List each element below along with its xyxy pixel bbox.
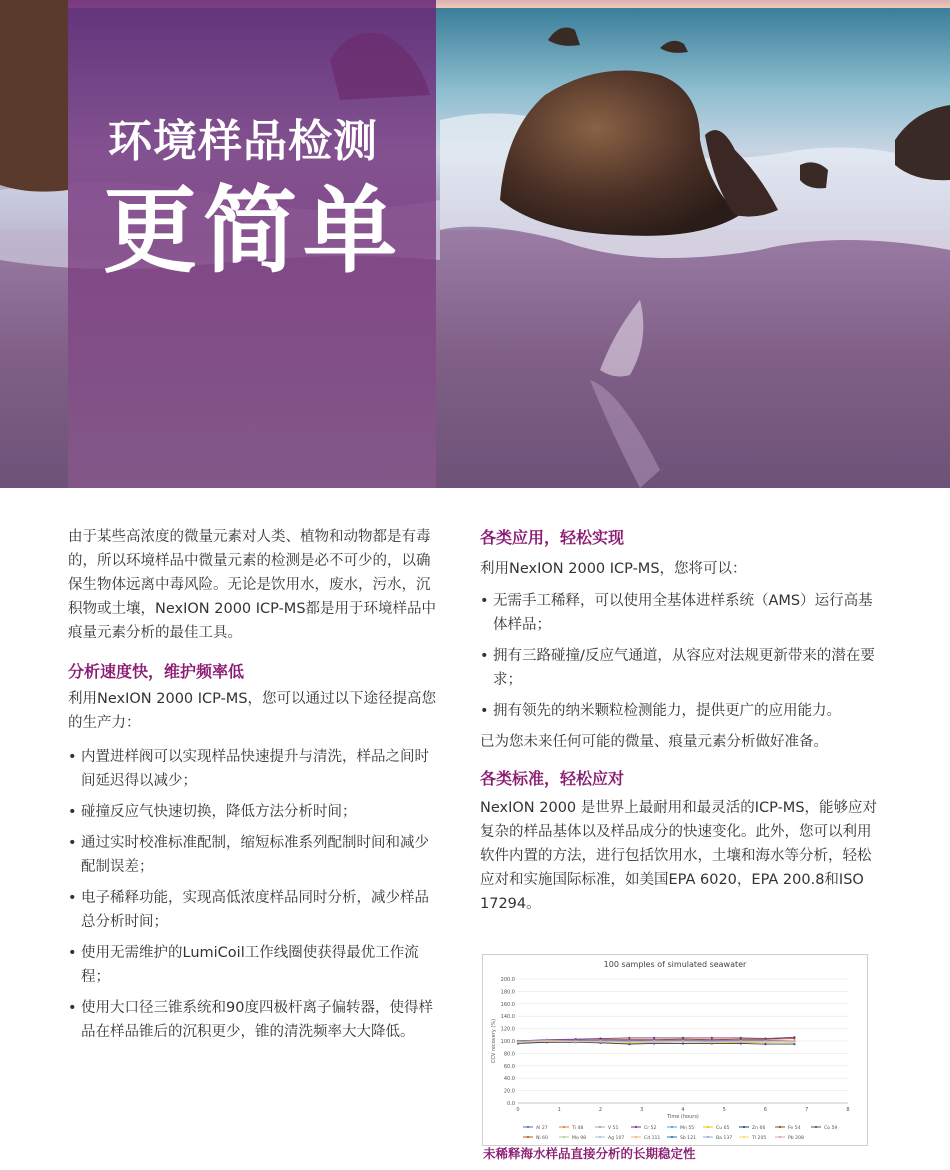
legend-label: Mo 98	[572, 1135, 587, 1141]
bullet-dot: •	[68, 890, 77, 906]
y-tick-label: 0.0	[507, 1101, 515, 1107]
speed-lead: 利用NexION 2000 ICP-MS，您可以通过以下途径提高您的生产力：	[68, 691, 437, 731]
legend-marker	[563, 1136, 565, 1138]
legend-label: Tl 205	[752, 1135, 767, 1141]
legend-label: Zn 66	[752, 1125, 766, 1131]
x-tick-label: 0	[516, 1107, 520, 1113]
data-point	[653, 1040, 655, 1042]
legend-label: Fe 54	[788, 1125, 801, 1131]
closing-sentence: 已为您未来任何可能的微量、痕量元素分析做好准备。	[480, 734, 828, 750]
left-column	[68, 525, 442, 1044]
list-item-text: 内置进样阀可以实现样品快速提升与清洗，样品之间时间延迟得以减少；	[81, 749, 429, 789]
legend-marker	[671, 1126, 673, 1128]
standards-paragraph: NexION 2000 是世界上最耐用和最灵活的ICP-MS，能够应对复杂的样品基体以及样品成分的快速变化。此外，您可以利用软件内置的方法，进行包括饮用水，土壤和海水等分析，轻松应对和实施国际标准，如美国EPA 6020，EPA 200.8和ISO 17294。	[480, 800, 878, 912]
bullet-dot: •	[68, 749, 77, 765]
legend-marker	[563, 1126, 565, 1128]
list-item	[68, 831, 442, 879]
legend-label: Pb 208	[788, 1135, 804, 1141]
hero-title-line2: 更简单	[103, 177, 404, 286]
legend-label: Ag 107	[608, 1135, 625, 1141]
applications-lead: 利用NexION 2000 ICP-MS，您将可以：	[480, 561, 747, 577]
data-point	[599, 1040, 601, 1042]
chart-title: 100 samples of simulated seawater	[603, 960, 747, 969]
legend-label: Mn 55	[680, 1125, 695, 1131]
list-item-text: 使用大口径三锥系统和90度四极杆离子偏转器，使得样品在样品锥后的沉积更少，锥的清洗频率大大降低。	[81, 1000, 433, 1040]
legend-marker	[743, 1136, 745, 1138]
data-point	[682, 1040, 684, 1042]
x-tick-label: 6	[763, 1107, 768, 1113]
list-item	[68, 745, 442, 793]
list-item-text: 无需手工稀释，可以使用全基体进样系统（AMS）运行高基体样品；	[493, 593, 873, 633]
legend-marker	[671, 1136, 673, 1138]
legend-label: Ba 137	[716, 1135, 733, 1141]
x-tick-label: 1	[557, 1107, 561, 1113]
y-tick-label: 20.0	[503, 1088, 515, 1095]
list-item-text: 拥有领先的纳米颗粒检测能力，提供更广的应用能力。	[493, 703, 841, 719]
list-item	[68, 800, 442, 824]
x-axis-label: Time (hours)	[667, 1114, 699, 1120]
list-item	[480, 699, 882, 723]
bullet-dot: •	[68, 1000, 77, 1016]
y-tick-label: 60.0	[503, 1063, 515, 1070]
data-point	[793, 1037, 795, 1039]
y-tick-label: 120.0	[500, 1026, 515, 1033]
data-point	[793, 1040, 795, 1042]
list-item-text: 拥有三路碰撞/反应气通道，从容应对法规更新带来的潜在要求；	[493, 648, 875, 688]
data-point	[575, 1040, 577, 1042]
data-point	[764, 1043, 766, 1045]
legend-label: Co 59	[824, 1125, 838, 1131]
legend-label: Ti 48	[572, 1125, 584, 1131]
legend-label: Cr 52	[644, 1125, 657, 1131]
stability-chart	[482, 954, 868, 1146]
legend-marker	[707, 1126, 709, 1128]
list-item	[68, 941, 442, 989]
legend-marker	[635, 1136, 637, 1138]
heading-standards: 各类标准，轻松应对	[480, 769, 625, 788]
bullet-dot: •	[68, 835, 77, 851]
legend-marker	[743, 1126, 745, 1128]
legend-marker	[635, 1126, 637, 1128]
list-item	[68, 996, 442, 1044]
list-item-text: 通过实时校准标准配制，缩短标准系列配制时间和减少配制误差；	[81, 835, 429, 875]
legend-label: Cd 111	[644, 1135, 661, 1141]
legend-label: Sb 121	[680, 1135, 697, 1141]
data-point	[517, 1041, 519, 1043]
right-column	[480, 527, 882, 916]
list-item	[480, 644, 882, 692]
hero-title-line1: 环境样品检测	[108, 116, 378, 167]
data-point	[628, 1041, 630, 1043]
legend-marker	[599, 1136, 601, 1138]
legend-marker	[527, 1136, 529, 1138]
x-tick-label: 2	[598, 1107, 603, 1113]
legend-marker	[707, 1136, 709, 1138]
bullet-dot: •	[480, 703, 489, 719]
legend-label: Al 27	[536, 1125, 548, 1131]
data-point	[740, 1040, 742, 1042]
y-tick-label: 40.0	[503, 1076, 515, 1083]
legend-marker	[779, 1136, 781, 1138]
list-item-text: 电子稀释功能，实现高低浓度样品同时分析，减少样品总分析时间；	[81, 890, 429, 930]
y-tick-label: 180.0	[500, 989, 515, 996]
data-point	[546, 1039, 548, 1041]
heading-speed: 分析速度快，维护频率低	[68, 662, 245, 681]
x-tick-label: 5	[722, 1107, 726, 1113]
list-item	[480, 589, 882, 637]
intro-paragraph: 由于某些高浓度的微量元素对人类、植物和动物都是有毒的，所以环境样品中微量元素的检测是必不可少的，以确保生物体远离中毒风险。无论是饮用水，废水，污水，沉积物或土壤，NexION 2000 ICP-MS都是用于环境样品中痕量元素分析的最佳工具。	[68, 529, 437, 641]
x-tick-label: 8	[846, 1107, 850, 1113]
list-item-text: 使用无需维护的LumiCoil工作线圈使获得最优工作流程；	[81, 945, 419, 985]
list-item	[68, 886, 442, 934]
legend-marker	[527, 1126, 529, 1128]
speed-bullet-list	[68, 745, 442, 1044]
legend-label: Ni 60	[536, 1135, 549, 1141]
bullet-dot: •	[68, 945, 77, 961]
y-tick-label: 160.0	[500, 1001, 515, 1008]
y-axis-label: CCV recovery (%)	[491, 1018, 497, 1064]
y-tick-label: 100.0	[500, 1039, 515, 1045]
bullet-dot: •	[68, 804, 77, 820]
x-tick-label: 4	[681, 1107, 685, 1113]
heading-applications: 各类应用，轻松实现	[480, 528, 625, 547]
legend-marker	[599, 1126, 601, 1128]
legend-marker	[815, 1126, 817, 1128]
y-tick-label: 200.0	[500, 977, 515, 983]
chart-canvas	[483, 955, 867, 1145]
data-point	[764, 1040, 766, 1042]
data-point	[711, 1041, 713, 1043]
legend-label: V 51	[608, 1125, 619, 1131]
applications-bullet-list	[480, 589, 882, 723]
list-item-text: 碰撞反应气快速切换，降低方法分析时间；	[81, 804, 357, 820]
bullet-dot: •	[480, 593, 489, 609]
x-tick-label: 3	[640, 1107, 644, 1113]
chart-caption: 未稀释海水样品直接分析的长期稳定性	[483, 1146, 696, 1161]
y-tick-label: 80.0	[503, 1051, 515, 1058]
bullet-dot: •	[480, 648, 489, 664]
legend-marker	[779, 1126, 781, 1128]
x-tick-label: 7	[805, 1107, 809, 1113]
legend-label: Cu 65	[716, 1125, 730, 1131]
y-tick-label: 140.0	[500, 1014, 515, 1021]
